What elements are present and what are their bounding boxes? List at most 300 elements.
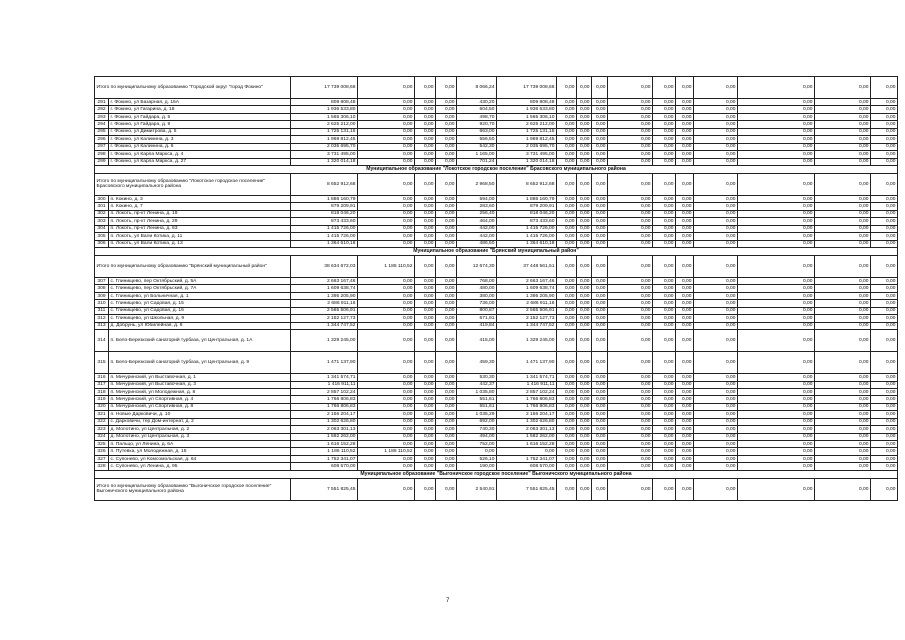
value-cell: 0,00 (577, 463, 592, 470)
value-cell: 0,00 (871, 352, 898, 374)
value-cell: 0,00 (577, 448, 592, 455)
value-cell: 809 808,48 (291, 99, 358, 106)
value-cell: 0,00 (436, 121, 457, 128)
value-cell: 0,00 (815, 307, 871, 314)
value-cell: 0,00 (577, 225, 592, 232)
value-cell: 0,00 (653, 210, 676, 217)
value-cell: 0,00 (592, 203, 608, 210)
value-cell: 0,00 (577, 322, 592, 329)
value-cell: 0,00 (871, 403, 898, 410)
value-cell: 0,00 (676, 136, 694, 143)
table-row (95, 307, 898, 314)
value-cell: 0,00 (358, 99, 415, 106)
value-cell: 0,00 (738, 307, 815, 314)
value-cell: 0,00 (358, 240, 415, 247)
value-cell: 0,00 (694, 121, 738, 128)
value-cell: 0,00 (871, 322, 898, 329)
value-cell: 0,00 (457, 448, 497, 455)
value-cell: 0,00 (577, 315, 592, 322)
value-cell: 0,00 (592, 256, 608, 278)
value-cell: 0,00 (557, 455, 577, 462)
value-cell: 0,00 (653, 143, 676, 150)
value-cell: 0,00 (871, 158, 898, 165)
value-cell: 0,00 (577, 330, 592, 352)
value-cell: 768,00 (457, 278, 497, 285)
value-cell: 0,00 (415, 441, 436, 448)
row-number: 304 (95, 225, 109, 232)
value-cell: 0,00 (436, 210, 457, 217)
value-cell: 2 625 212,00 (291, 121, 358, 128)
value-cell: 0,00 (738, 374, 815, 381)
value-cell: 0,00 (577, 256, 592, 278)
table-row (95, 285, 898, 292)
table-row (95, 278, 898, 285)
value-cell: 2 565 506,91 (291, 307, 358, 314)
value-cell: 0,00 (557, 278, 577, 285)
value-cell: 0,00 (694, 218, 738, 225)
value-cell: 0,00 (436, 381, 457, 388)
row-number: 327 (95, 455, 109, 462)
row-number: 325 (95, 441, 109, 448)
row-number: 313 (95, 322, 109, 329)
row-number: 291 (95, 99, 109, 106)
municipality-header: Муниципальное образование "Выгоничское городское поселение" Выгоничского муниципального района (95, 470, 898, 478)
value-cell: 2 857 102,24 (291, 388, 358, 395)
value-cell: 0,00 (815, 143, 871, 150)
value-cell: 0,00 (436, 441, 457, 448)
value-cell: 0,00 (592, 374, 608, 381)
value-cell: 0,00 (577, 396, 592, 403)
value-cell: 0,00 (815, 136, 871, 143)
table-row (95, 233, 898, 240)
value-cell: 0,00 (676, 433, 694, 440)
value-cell: 551,61 (457, 403, 497, 410)
value-cell: 0,00 (694, 292, 738, 299)
value-cell: 0,00 (592, 77, 608, 99)
value-cell: 0,00 (358, 396, 415, 403)
value-cell: 0,00 (415, 433, 436, 440)
value-cell: 1 186 110,52 (291, 448, 358, 455)
value-cell: 0,00 (577, 352, 592, 374)
value-cell: 0,00 (871, 448, 898, 455)
value-cell: 0,00 (815, 128, 871, 135)
value-cell: 0,00 (415, 330, 436, 352)
row-number: 320 (95, 403, 109, 410)
row-number: 292 (95, 106, 109, 113)
address-cell: д. Молотино, ул Центральная, д. 3 (109, 433, 291, 440)
value-cell: 740,30 (457, 426, 497, 433)
value-cell: 0,00 (415, 240, 436, 247)
address-cell: г. Фокино, ул Димитрова, д. 5 (109, 128, 291, 135)
value-cell: 0,00 (415, 411, 436, 418)
value-cell: 0,00 (358, 403, 415, 410)
value-cell: 2 663 167,46 (291, 278, 358, 285)
value-cell: 0,00 (592, 433, 608, 440)
value-cell: 0,00 (608, 374, 653, 381)
value-cell: 0,00 (358, 106, 415, 113)
table-row (95, 411, 898, 418)
row-number: 311 (95, 307, 109, 314)
value-cell: 0,00 (557, 330, 577, 352)
value-cell: 0,00 (653, 158, 676, 165)
value-cell: 0,00 (676, 99, 694, 106)
value-cell: 0,00 (577, 158, 592, 165)
value-cell: 800,87 (457, 307, 497, 314)
value-cell: 0,00 (738, 418, 815, 425)
value-cell: 818 046,20 (291, 210, 358, 217)
value-cell: 0,00 (653, 418, 676, 425)
value-cell: 0,00 (608, 426, 653, 433)
value-cell: 0,00 (608, 143, 653, 150)
value-cell: 0,00 (676, 285, 694, 292)
value-cell: 0,00 (557, 478, 577, 500)
value-cell: 1 364 610,18 (497, 240, 557, 247)
value-cell: 0,00 (815, 403, 871, 410)
value-cell: 0,00 (415, 478, 436, 500)
value-cell: 0,00 (557, 285, 577, 292)
value-cell: 0,00 (738, 403, 815, 410)
value-cell: 0,00 (871, 77, 898, 99)
value-cell: 0,00 (577, 455, 592, 462)
value-cell: 0,00 (436, 233, 457, 240)
value-cell: 0,00 (592, 322, 608, 329)
value-cell: 0,00 (676, 256, 694, 278)
value-cell: 0,00 (676, 307, 694, 314)
value-cell: 0,00 (577, 433, 592, 440)
value-cell: 0,00 (358, 330, 415, 352)
value-cell: 0,00 (608, 300, 653, 307)
table-row (95, 203, 898, 210)
value-cell: 0,00 (653, 433, 676, 440)
value-cell: 0,00 (676, 315, 694, 322)
value-cell: 0,00 (738, 426, 815, 433)
value-cell: 0,00 (738, 285, 815, 292)
value-cell: 0,00 (608, 136, 653, 143)
value-cell: 0,00 (738, 330, 815, 352)
value-cell: 0,00 (608, 113, 653, 120)
value-cell: 0,00 (415, 426, 436, 433)
value-cell: 0,00 (738, 463, 815, 470)
value-cell: 0,00 (694, 433, 738, 440)
value-cell: 0,00 (415, 285, 436, 292)
value-cell: 0,00 (592, 300, 608, 307)
value-cell: 283,60 (457, 203, 497, 210)
value-cell: 0,00 (436, 240, 457, 247)
subtotal-row (95, 173, 898, 195)
value-cell: 0,00 (653, 426, 676, 433)
value-cell: 0,00 (653, 128, 676, 135)
value-cell: 0,00 (694, 278, 738, 285)
row-number: 316 (95, 374, 109, 381)
value-cell: 0,00 (694, 418, 738, 425)
value-cell: 2 968,50 (457, 173, 497, 195)
value-cell: 0,00 (436, 463, 457, 470)
value-cell: 0,00 (676, 396, 694, 403)
value-cell: 2 565 506,91 (497, 307, 557, 314)
address-cell: п. Мичуринский, ул Молодежная, д. 8 (109, 388, 291, 395)
subtotal-row (95, 478, 898, 500)
row-number: 312 (95, 315, 109, 322)
value-cell: 663,00 (457, 128, 497, 135)
table-row (95, 455, 898, 462)
value-cell: 0,00 (577, 285, 592, 292)
value-cell: 1 886 160,79 (291, 195, 358, 202)
value-cell: 0,00 (871, 233, 898, 240)
value-cell: 0,00 (608, 463, 653, 470)
value-cell: 0,00 (676, 113, 694, 120)
value-cell: 0,00 (871, 396, 898, 403)
value-cell: 0,00 (415, 99, 436, 106)
value-cell: 380,00 (457, 292, 497, 299)
value-cell: 0,00 (577, 441, 592, 448)
value-cell: 0,00 (676, 292, 694, 299)
value-cell: 0,00 (871, 374, 898, 381)
value-cell: 1 329 245,00 (291, 330, 358, 352)
value-cell: 0,00 (358, 322, 415, 329)
row-number: 308 (95, 285, 109, 292)
value-cell: 0,00 (436, 433, 457, 440)
value-cell: 0,00 (815, 411, 871, 418)
value-cell: 0,00 (415, 128, 436, 135)
address-cell: г. Фокино, ул Карла Маркса, д. 27 (109, 158, 291, 165)
value-cell: 0,00 (815, 352, 871, 374)
value-cell: 0,00 (608, 128, 653, 135)
value-cell: 1 609 638,74 (291, 285, 358, 292)
value-cell: 0,00 (415, 300, 436, 307)
value-cell: 1 616 152,28 (497, 441, 557, 448)
value-cell: 8 652 912,68 (497, 173, 557, 195)
value-cell: 0,00 (577, 195, 592, 202)
value-cell: 0,00 (653, 225, 676, 232)
value-cell: 0,00 (358, 455, 415, 462)
address-cell: с. Глинищево, ул Школьная, д. 9 (109, 315, 291, 322)
value-cell: 0,00 (815, 292, 871, 299)
municipality-header-row (95, 165, 898, 173)
value-cell: 0,00 (815, 455, 871, 462)
value-cell: 0,00 (815, 151, 871, 158)
value-cell: 0,00 (577, 173, 592, 195)
value-cell: 0,00 (871, 113, 898, 120)
value-cell: 0,00 (653, 106, 676, 113)
value-cell: 1 609 638,74 (497, 285, 557, 292)
address-cell: д. Добрунь, ул Юбилейная, д. 6 (109, 322, 291, 329)
value-cell: 0,00 (676, 278, 694, 285)
value-cell: 0,00 (436, 455, 457, 462)
value-cell: 0,00 (676, 240, 694, 247)
value-cell: 1 302 626,80 (291, 418, 358, 425)
value-cell: 0,00 (415, 455, 436, 462)
value-cell: 526,10 (457, 455, 497, 462)
value-cell: 0,00 (436, 330, 457, 352)
value-cell: 0,00 (694, 233, 738, 240)
value-cell: 604,50 (457, 106, 497, 113)
value-cell: 0,00 (358, 77, 415, 99)
value-cell: 0,00 (557, 441, 577, 448)
address-cell: с. Глинищево, ул Больничная, д. 1 (109, 292, 291, 299)
value-cell: 1 752 341,07 (291, 455, 358, 462)
value-cell: 1 886 160,79 (497, 195, 557, 202)
value-cell: 608 570,00 (291, 463, 358, 470)
value-cell: 0,00 (694, 322, 738, 329)
table-row (95, 106, 898, 113)
value-cell: 0,00 (577, 381, 592, 388)
value-cell: 0,00 (577, 77, 592, 99)
value-cell: 0,00 (557, 433, 577, 440)
value-cell: 0,00 (694, 374, 738, 381)
address-cell: г. Фокино, ул Калинина, д. 6 (109, 143, 291, 150)
value-cell: 0,00 (436, 158, 457, 165)
table-row (95, 463, 898, 470)
value-cell: 0,00 (608, 99, 653, 106)
value-cell: 0,00 (676, 418, 694, 425)
row-number: 326 (95, 448, 109, 455)
value-cell: 1 186 110,52 (358, 448, 415, 455)
value-cell: 0,00 (815, 300, 871, 307)
value-cell: 0,00 (557, 136, 577, 143)
value-cell: 0,00 (738, 99, 815, 106)
value-cell: 0,00 (653, 448, 676, 455)
address-cell: г. Фокино, ул Гагарина, д. 18 (109, 106, 291, 113)
address-cell: п. Мичуринский, ул Выставочная, д. 3 (109, 381, 291, 388)
value-cell: 0,00 (557, 307, 577, 314)
value-cell: 0,00 (871, 136, 898, 143)
value-cell: 1 416 911,11 (497, 381, 557, 388)
value-cell: 2 857 102,24 (497, 388, 557, 395)
address-cell: п. Локоть, ул Вали Котика, д. 11 (109, 233, 291, 240)
value-cell: 0,00 (592, 128, 608, 135)
table-row (95, 128, 898, 135)
value-cell: 542,30 (457, 143, 497, 150)
address-cell: с. Супонево, ул Ленина, д. 95 (109, 463, 291, 470)
value-cell: 0,00 (557, 315, 577, 322)
value-cell: 0,00 (436, 77, 457, 99)
row-number: 306 (95, 240, 109, 247)
register-sheet (94, 76, 898, 501)
value-cell: 0,00 (577, 426, 592, 433)
value-cell: 0,00 (738, 77, 815, 99)
value-cell: 0,00 (358, 374, 415, 381)
value-cell: 0,00 (815, 418, 871, 425)
value-cell: 0,00 (436, 388, 457, 395)
address-cell: с. Глинищево, пер Октябрьский, д. 5А (109, 278, 291, 285)
value-cell: 0,00 (676, 463, 694, 470)
value-cell: 0,00 (653, 322, 676, 329)
value-cell: 0,00 (694, 158, 738, 165)
value-cell: 0,00 (608, 396, 653, 403)
value-cell: 1 395 205,90 (497, 292, 557, 299)
value-cell: 0,00 (653, 218, 676, 225)
value-cell: 0,00 (557, 77, 577, 99)
value-cell: 0,00 (738, 233, 815, 240)
value-cell: 0,00 (653, 396, 676, 403)
value-cell: 0,00 (676, 352, 694, 374)
value-cell: 0,00 (871, 195, 898, 202)
value-cell: 0,00 (653, 121, 676, 128)
value-cell: 0,00 (415, 158, 436, 165)
value-cell: 0,00 (871, 463, 898, 470)
address-cell: п. Кокино, д. 7 (109, 203, 291, 210)
value-cell: 0,00 (436, 203, 457, 210)
address-cell: д. Молотино, ул Центральная, д. 2 (109, 426, 291, 433)
value-cell: 0,00 (694, 113, 738, 120)
value-cell: 0,00 (557, 203, 577, 210)
value-cell: 0,00 (653, 99, 676, 106)
value-cell: 0,00 (608, 121, 653, 128)
value-cell: 0,00 (557, 256, 577, 278)
value-cell: 0,00 (415, 203, 436, 210)
value-cell: 0,00 (694, 143, 738, 150)
address-cell: п. Локоть, пр-кт Ленина, д. 19 (109, 210, 291, 217)
address-cell: с. Глинищево, ул Садовая, д. 15 (109, 300, 291, 307)
table-row (95, 136, 898, 143)
value-cell: 0,00 (358, 121, 415, 128)
value-cell: 0,00 (653, 113, 676, 120)
value-cell: 0,00 (358, 225, 415, 232)
value-cell: 0,00 (415, 352, 436, 374)
address-cell: с. Дарковичи, тер Дом-интернат, д. 2 (109, 418, 291, 425)
value-cell: 0,00 (871, 292, 898, 299)
value-cell: 0,00 (358, 315, 415, 322)
value-cell: 0,00 (694, 426, 738, 433)
value-cell: 0,00 (436, 278, 457, 285)
value-cell: 0,00 (871, 128, 898, 135)
value-cell: 0,00 (436, 128, 457, 135)
value-cell: 0,00 (694, 396, 738, 403)
value-cell: 486,50 (457, 240, 497, 247)
value-cell: 0,00 (694, 195, 738, 202)
value-cell: 0,00 (557, 463, 577, 470)
value-cell: 0,00 (358, 128, 415, 135)
table-row (95, 225, 898, 232)
value-cell: 0,00 (592, 285, 608, 292)
table-row (95, 218, 898, 225)
value-cell: 0,00 (557, 403, 577, 410)
address-cell: г. Фокино, ул Базарная, д. 16А (109, 99, 291, 106)
value-cell: 1 752 341,07 (497, 455, 557, 462)
value-cell: 0,00 (653, 278, 676, 285)
value-cell: 0,00 (358, 151, 415, 158)
value-cell: 0,00 (415, 256, 436, 278)
value-cell: 0,00 (608, 173, 653, 195)
value-cell: 0,00 (676, 411, 694, 418)
value-cell: 0,00 (358, 136, 415, 143)
row-number: 315 (95, 352, 109, 374)
value-cell: 0,00 (557, 292, 577, 299)
value-cell: 0,00 (815, 99, 871, 106)
value-cell: 0,00 (653, 136, 676, 143)
value-cell: 0,00 (592, 99, 608, 106)
value-cell: 1 035,29 (457, 411, 497, 418)
value-cell: 190,00 (457, 463, 497, 470)
row-number: 301 (95, 203, 109, 210)
value-cell: 7 551 825,45 (291, 478, 358, 500)
value-cell: 0,00 (608, 388, 653, 395)
table-row (95, 381, 898, 388)
value-cell: 0,00 (738, 240, 815, 247)
value-cell: 0,00 (738, 411, 815, 418)
value-cell: 0,00 (653, 388, 676, 395)
value-cell: 0,00 (592, 455, 608, 462)
value-cell: 1 565 306,10 (291, 113, 358, 120)
value-cell: 0,00 (608, 381, 653, 388)
value-cell: 0,00 (592, 233, 608, 240)
value-cell: 0,00 (436, 143, 457, 150)
value-cell: 0,00 (738, 158, 815, 165)
value-cell: 0,00 (694, 173, 738, 195)
value-cell: 0,00 (815, 322, 871, 329)
value-cell: 1 344 747,52 (497, 322, 557, 329)
value-cell: 0,00 (871, 218, 898, 225)
